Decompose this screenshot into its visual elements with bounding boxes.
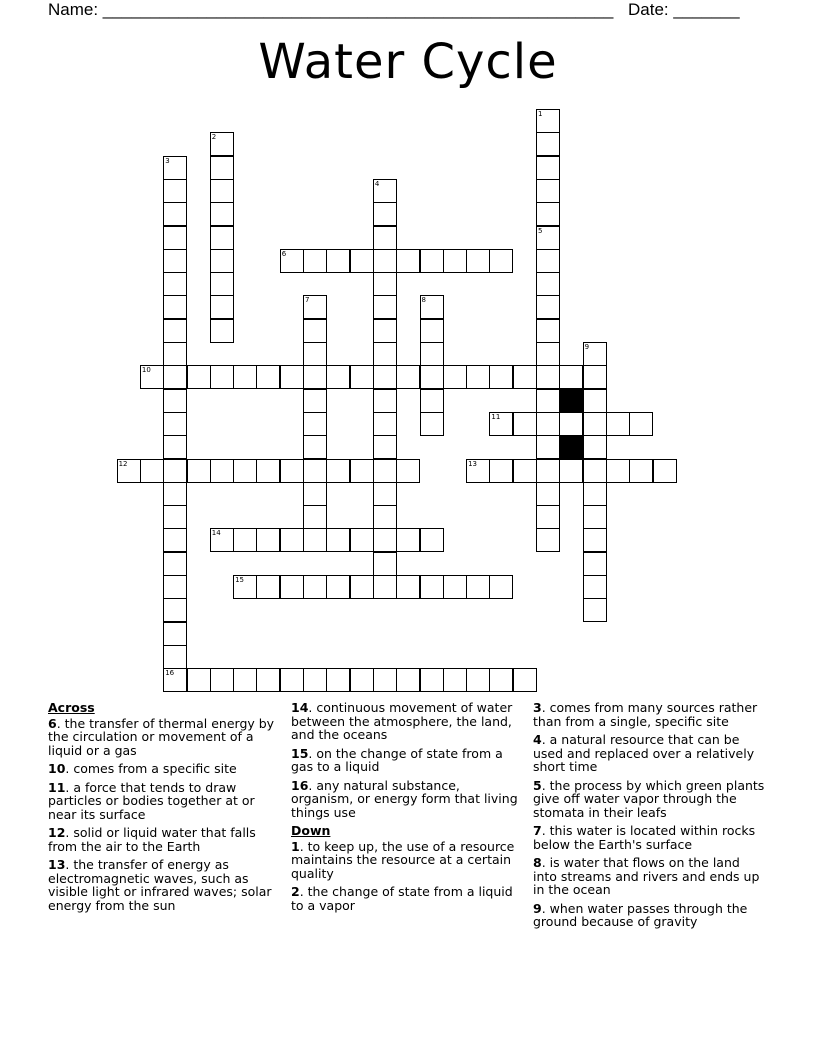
grid-cell[interactable] xyxy=(210,156,234,180)
grid-cell[interactable] xyxy=(420,412,444,436)
grid-cell[interactable] xyxy=(163,179,187,203)
grid-cell[interactable] xyxy=(583,389,607,413)
grid-cell[interactable] xyxy=(536,365,560,389)
grid-cell[interactable] xyxy=(256,459,280,483)
grid-cell[interactable] xyxy=(536,132,560,156)
grid-cell[interactable] xyxy=(303,249,327,273)
grid-cell[interactable] xyxy=(256,575,280,599)
grid-cell[interactable] xyxy=(303,505,327,529)
grid-cell[interactable] xyxy=(583,505,607,529)
grid-cell[interactable] xyxy=(606,459,630,483)
grid-cell[interactable] xyxy=(420,295,444,319)
grid-cell[interactable] xyxy=(466,668,490,692)
grid-cell[interactable] xyxy=(513,668,537,692)
grid-cell[interactable] xyxy=(629,412,653,436)
grid-cell[interactable] xyxy=(163,505,187,529)
grid-cell[interactable] xyxy=(233,365,257,389)
grid-cell[interactable] xyxy=(280,249,304,273)
grid-cell[interactable] xyxy=(373,389,397,413)
grid-cell[interactable] xyxy=(163,295,187,319)
grid-cell[interactable] xyxy=(489,459,513,483)
clue-across-15: 15. on the change of state from a gas to a liquid xyxy=(291,745,503,774)
grid-cell[interactable] xyxy=(303,295,327,319)
grid-cell[interactable] xyxy=(536,412,560,436)
grid-cell[interactable] xyxy=(163,156,187,180)
grid-cell[interactable] xyxy=(373,435,397,459)
grid-cell[interactable] xyxy=(396,528,420,552)
grid-cell[interactable] xyxy=(373,342,397,366)
grid-cell[interactable] xyxy=(583,342,607,366)
grid-cell[interactable] xyxy=(536,156,560,180)
grid-cell[interactable] xyxy=(373,575,397,599)
grid-cell[interactable] xyxy=(233,528,257,552)
clue-down-8: 8. is water that flows on the land into streams and rivers and ends up in the ocean xyxy=(533,855,760,897)
grid-cell[interactable] xyxy=(163,226,187,250)
grid-cell[interactable] xyxy=(163,389,187,413)
grid-cell[interactable] xyxy=(489,249,513,273)
grid-cell[interactable] xyxy=(443,575,467,599)
grid-cell[interactable] xyxy=(583,575,607,599)
grid-cell[interactable] xyxy=(536,435,560,459)
grid-cell[interactable] xyxy=(536,505,560,529)
grid-cell[interactable] xyxy=(350,459,374,483)
clue-across-14: 14. continuous movement of water between the atmosphere, the land, and the oceans xyxy=(291,700,513,742)
grid-cell[interactable] xyxy=(210,179,234,203)
cell-number: 13 xyxy=(468,459,478,468)
grid-cell[interactable] xyxy=(326,459,350,483)
grid-cell[interactable] xyxy=(303,435,327,459)
cell-number: 6 xyxy=(281,249,287,258)
grid-cell[interactable] xyxy=(536,226,560,250)
grid-cell[interactable] xyxy=(489,575,513,599)
grid-cell[interactable] xyxy=(163,202,187,226)
grid-cell[interactable] xyxy=(466,365,490,389)
grid-cell[interactable] xyxy=(163,459,187,483)
grid-cell[interactable] xyxy=(210,365,234,389)
across-heading: Across xyxy=(48,700,95,715)
cell-number: 16 xyxy=(165,669,175,678)
cell-number: 12 xyxy=(118,459,128,468)
grid-cell[interactable] xyxy=(466,575,490,599)
grid-cell[interactable] xyxy=(536,459,560,483)
grid-cell[interactable] xyxy=(373,295,397,319)
grid-cell[interactable] xyxy=(420,575,444,599)
grid-cell[interactable] xyxy=(489,668,513,692)
grid-cell[interactable] xyxy=(396,249,420,273)
grid-cell[interactable] xyxy=(187,668,211,692)
grid-cell[interactable] xyxy=(163,342,187,366)
grid-cell[interactable] xyxy=(653,459,677,483)
grid-cell[interactable] xyxy=(256,668,280,692)
grid-cell[interactable] xyxy=(303,342,327,366)
cell-number: 1 xyxy=(538,110,543,118)
grid-cell[interactable] xyxy=(163,575,187,599)
grid-cell[interactable] xyxy=(350,365,374,389)
clue-across-11: 11. a force that tends to draw particles or bodies together at or near its surface xyxy=(48,779,255,822)
grid-cell[interactable] xyxy=(233,459,257,483)
grid-cell[interactable] xyxy=(373,272,397,296)
cell-number: 15 xyxy=(235,576,245,584)
grid-cell[interactable] xyxy=(256,528,280,552)
grid-cell[interactable] xyxy=(163,552,187,576)
clue-down-9: 9. when water passes through the ground because of gravity xyxy=(533,900,748,929)
grid-cell[interactable] xyxy=(373,249,397,273)
grid-cell[interactable] xyxy=(420,389,444,413)
grid-cell[interactable] xyxy=(163,598,187,622)
grid-cell[interactable] xyxy=(326,528,350,552)
grid-cell[interactable] xyxy=(326,668,350,692)
grid-cell[interactable] xyxy=(350,249,374,273)
grid-cell[interactable] xyxy=(583,365,607,389)
grid-cell[interactable] xyxy=(210,202,234,226)
cell-number: 8 xyxy=(421,296,426,305)
grid-cell[interactable] xyxy=(536,179,560,203)
cell-number: 3 xyxy=(165,156,170,165)
clue-down-4: 4. a natural resource that can be used and replaced over a relatively short time xyxy=(533,732,755,774)
grid-cell[interactable] xyxy=(210,226,234,250)
grid-cell[interactable] xyxy=(559,412,583,436)
cell-number: 2 xyxy=(211,133,217,142)
grid-cell[interactable] xyxy=(280,575,304,599)
grid-cell[interactable] xyxy=(140,365,164,389)
grid-cell[interactable] xyxy=(420,528,444,552)
grid-cell[interactable] xyxy=(163,668,187,692)
grid-cell[interactable] xyxy=(163,622,187,646)
grid-cell[interactable] xyxy=(350,575,374,599)
grid-cell[interactable] xyxy=(163,272,187,296)
clue-column-2 xyxy=(291,701,523,917)
grid-cell[interactable] xyxy=(536,109,560,133)
grid-cell[interactable] xyxy=(303,528,327,552)
grid-cell[interactable] xyxy=(373,459,397,483)
grid-cell[interactable] xyxy=(303,575,327,599)
grid-cell[interactable] xyxy=(583,435,607,459)
clue-across-6: 6. the transfer of thermal energy by the circulation or movement of a liquid or a gas xyxy=(48,715,275,758)
grid-cell[interactable] xyxy=(303,668,327,692)
grid-cell[interactable] xyxy=(280,668,304,692)
grid-cell[interactable] xyxy=(163,365,187,389)
grid-cell[interactable] xyxy=(466,249,490,273)
grid-cell[interactable] xyxy=(536,295,560,319)
grid-cell[interactable] xyxy=(163,249,187,273)
grid-cell[interactable] xyxy=(210,319,234,343)
grid-cell[interactable] xyxy=(629,459,653,483)
cell-number: 10 xyxy=(141,366,151,375)
grid-cell[interactable] xyxy=(280,365,304,389)
grid-cell[interactable] xyxy=(536,389,560,413)
grid-cell[interactable] xyxy=(396,459,420,483)
grid-cell[interactable] xyxy=(210,528,234,552)
grid-cell[interactable] xyxy=(583,552,607,576)
grid-cell[interactable] xyxy=(536,249,560,273)
grid-cell[interactable] xyxy=(396,365,420,389)
grid-cell[interactable] xyxy=(373,179,397,203)
grid-cell[interactable] xyxy=(373,412,397,436)
clue-across-12: 12. solid or liquid water that falls from the air to the Earth xyxy=(48,825,256,854)
grid-cell[interactable] xyxy=(350,668,374,692)
clue-across-10: 10. comes from a specific site xyxy=(48,761,237,776)
cell-number: 11 xyxy=(491,412,501,421)
grid-cell[interactable] xyxy=(536,202,560,226)
grid-cell[interactable] xyxy=(373,668,397,692)
grid-cell[interactable] xyxy=(583,528,607,552)
grid-cell[interactable] xyxy=(210,459,234,483)
grid-cell[interactable] xyxy=(396,575,420,599)
grid-cell[interactable] xyxy=(303,412,327,436)
grid-cell[interactable] xyxy=(513,365,537,389)
grid-cell[interactable] xyxy=(536,319,560,343)
grid-cell[interactable] xyxy=(210,132,234,156)
grid-cell[interactable] xyxy=(326,365,350,389)
grid-cell[interactable] xyxy=(326,575,350,599)
grid-cell[interactable] xyxy=(606,412,630,436)
grid-cell[interactable] xyxy=(443,668,467,692)
grid-cell[interactable] xyxy=(303,482,327,506)
grid-cell[interactable] xyxy=(163,645,187,669)
grid-cell[interactable] xyxy=(373,552,397,576)
grid-cell[interactable] xyxy=(559,365,583,389)
clue-across-16: 16. any natural substance, organism, or energy form that living things use xyxy=(291,777,518,820)
page-title: Water Cycle xyxy=(258,34,558,90)
grid-cell[interactable] xyxy=(536,342,560,366)
grid-cell[interactable] xyxy=(187,365,211,389)
grid-cell[interactable] xyxy=(303,365,327,389)
clue-down-3: 3. comes from many sources rather than from a single, specific site xyxy=(533,700,758,729)
grid-cell[interactable] xyxy=(210,295,234,319)
clue-down-2: 2. the change of state from a liquid to a vapor xyxy=(291,884,513,913)
grid-cell[interactable] xyxy=(583,412,607,436)
grid-cell[interactable] xyxy=(187,459,211,483)
grid-cell[interactable] xyxy=(559,459,583,483)
clue-down-1: 1. to keep up, the use of a resource maintains the resource at a certain quality xyxy=(291,838,515,881)
name-field[interactable]: Name: ______________________________________________________ xyxy=(48,0,614,19)
grid-cell[interactable] xyxy=(536,482,560,506)
grid-cell[interactable] xyxy=(373,482,397,506)
date-field[interactable]: Date: _______ xyxy=(628,0,740,19)
grid-cell[interactable] xyxy=(350,528,374,552)
grid-cell[interactable] xyxy=(513,412,537,436)
grid-cell[interactable] xyxy=(396,668,420,692)
grid-cell[interactable] xyxy=(373,202,397,226)
grid-cell[interactable] xyxy=(513,459,537,483)
grid-cell[interactable] xyxy=(583,459,607,483)
black-cell xyxy=(559,389,583,413)
grid-cell[interactable] xyxy=(536,272,560,296)
cell-number: 5 xyxy=(538,226,543,235)
grid-cell[interactable] xyxy=(233,668,257,692)
grid-cell[interactable] xyxy=(117,459,141,483)
grid-cell[interactable] xyxy=(583,482,607,506)
grid-cell[interactable] xyxy=(210,272,234,296)
grid-cell[interactable] xyxy=(420,668,444,692)
grid-cell[interactable] xyxy=(489,365,513,389)
grid-cell[interactable] xyxy=(210,249,234,273)
grid-cell[interactable] xyxy=(583,598,607,622)
grid-cell[interactable] xyxy=(140,459,164,483)
grid-cell[interactable] xyxy=(280,459,304,483)
grid-cell[interactable] xyxy=(420,365,444,389)
grid-cell[interactable] xyxy=(163,528,187,552)
grid-cell[interactable] xyxy=(210,668,234,692)
clue-down-5: 5. the process by which green plants give off water vapor through the stomata in their leafs xyxy=(533,777,765,820)
cell-number: 7 xyxy=(305,296,310,305)
grid-cell[interactable] xyxy=(466,459,490,483)
grid-cell[interactable] xyxy=(163,482,187,506)
grid-cell[interactable] xyxy=(163,412,187,436)
grid-cell[interactable] xyxy=(420,342,444,366)
grid-cell[interactable] xyxy=(373,319,397,343)
grid-cell[interactable] xyxy=(303,319,327,343)
grid-cell[interactable] xyxy=(373,365,397,389)
grid-cell[interactable] xyxy=(420,319,444,343)
grid-cell[interactable] xyxy=(280,528,304,552)
down-heading: Down xyxy=(291,823,331,838)
grid-cell[interactable] xyxy=(373,528,397,552)
black-cell xyxy=(559,435,583,459)
cell-number: 14 xyxy=(211,529,221,538)
grid-cell[interactable] xyxy=(489,412,513,436)
clue-column-3 xyxy=(533,701,765,934)
grid-cell[interactable] xyxy=(163,319,187,343)
grid-cell[interactable] xyxy=(373,226,397,250)
grid-cell[interactable] xyxy=(303,459,327,483)
grid-cell[interactable] xyxy=(443,249,467,273)
grid-cell[interactable] xyxy=(233,575,257,599)
grid-cell[interactable] xyxy=(256,365,280,389)
cell-number: 4 xyxy=(374,179,380,188)
grid-cell[interactable] xyxy=(303,389,327,413)
grid-cell[interactable] xyxy=(163,435,187,459)
grid-cell[interactable] xyxy=(420,249,444,273)
clue-down-7: 7. this water is located within rocks below the Earth's surface xyxy=(533,823,756,852)
clue-across-13: 13. the transfer of energy as electromagnetic waves, such as visible light or infrared waves; solar energy from the sun xyxy=(48,857,272,913)
clue-column-1 xyxy=(48,701,280,917)
cell-number: 9 xyxy=(584,343,590,351)
grid-cell[interactable] xyxy=(443,365,467,389)
grid-cell[interactable] xyxy=(536,528,560,552)
grid-cell[interactable] xyxy=(326,249,350,273)
grid-cell[interactable] xyxy=(373,505,397,529)
